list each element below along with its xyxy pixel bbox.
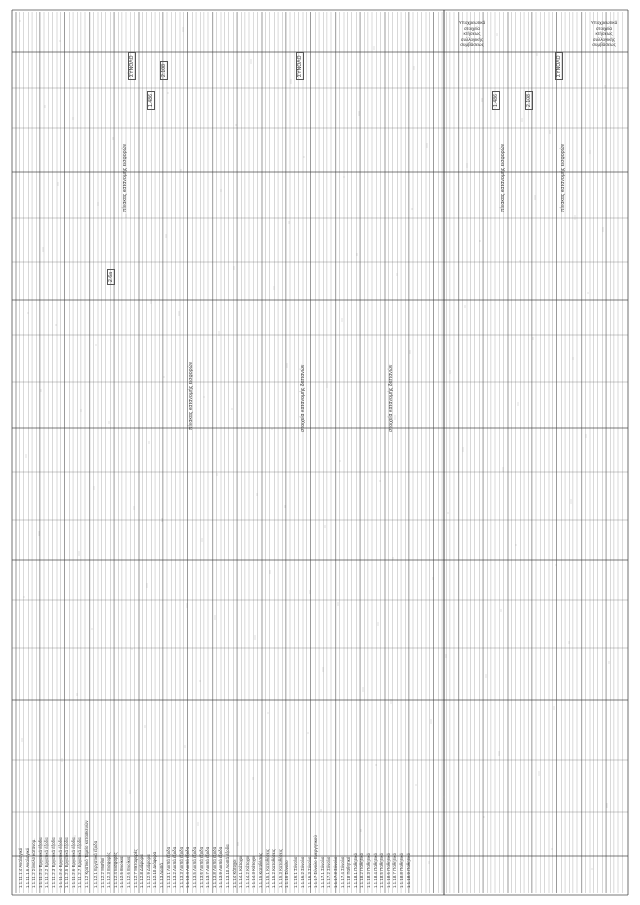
row-label: 1.1.13.8 Λοιπά έξοδα [211,846,217,888]
row-label: 1.1.16.3 Σύνολο [306,856,312,888]
row-label: 1.1.12 Κρατικό Ταμείο κατασκευών [84,820,89,888]
row-label: 1.1.16.2 Σύνολο [300,856,305,888]
row-label: 1.1.18.8 Παθητικό [399,852,404,888]
column-note: στοιχεία κατανομής δαπανών [300,364,306,432]
row-label: 1.1.15.2 Καταθέσεις [271,849,277,888]
row-label: 1.1.16.1 Σύνολο [293,856,299,888]
boxed-entry: 1.486 [492,91,500,110]
row-label: 1.1.18.7 Παθητικό [392,852,398,888]
column-note: πίνακας κατανομής εισφορών [560,143,566,212]
row-label: 1.1.11.2.6 Εργατικά έξοδα [70,837,76,888]
row-label: 1.1.15 Καταθέσεις [258,852,263,888]
row-label: 1.1.11.2.7 Εργατικά έξοδα [77,837,83,888]
row-label: 1.1.12.2 Μισθοί [99,857,105,888]
column-note: στοιχεία κατανομής δαπανών [388,364,394,432]
row-label: 1.1.11.2.3 Εργατικά έξοδα [51,837,56,888]
row-label: 1.1.12.8 Διάφορα [139,854,145,888]
row-label: 1.1.11.2 Σύνολο κατανομ. [31,838,37,888]
row-label: 1.1.13.2 Λοιπά έξοδα [172,846,178,888]
row-label: 1.1.13.7 Λοιπά έξοδα [205,846,211,888]
row-label: 1.1.14.2 Κάτοχοι [244,855,250,888]
boxed-entry: ΣΥΝΟΛΟ [128,52,136,80]
row-label: 1.1.18 Παθητικό [346,856,352,888]
boxed-entry: ΣΥΝΟΛΟ [296,52,304,80]
row-label: 1.1.18.6 Παθητικό [385,852,391,888]
row-label: 1.1.13.5 Λοιπά έξοδα [192,846,197,888]
header-block-mid: Υποχρεωτικά στοιχεία κτήσεως συλλογικής συμβάσεως [458,20,486,47]
row-label: 1.1.18.5 Παθητικό [379,852,385,888]
row-label: 1.1.17.3 Σύνολο [333,856,338,888]
row-label: 1.1.14.3 Κάτοχοι [251,855,257,888]
row-label: 1.1.18.9 Παθητικό [405,852,411,888]
row-label: 1.1.13.4 Λοιπά έξοδα [185,846,191,888]
row-label: 1.1.13.10 Λοιπά έξοδα [225,844,230,888]
column-note: πίνακας κατανομής εισφορών [188,361,194,430]
row-label: 1.1.12.6 Ενοίκια [126,856,131,888]
row-label: 1.1.17.1 Σύνολο [319,856,325,888]
row-label: 1.1.12.5 Ενοίκια [119,856,125,888]
row-label: 1.1.13 Λοιπά [159,862,164,888]
column-note: πίνακας κατανομής εισφορών [122,143,128,212]
row-label: 1.1.15.1 Καταθέσεις [264,849,270,888]
boxed-entry: 2.108 [525,91,533,110]
row-label: 1.1.13.1 Λοιπά έξοδα [165,846,171,888]
row-label: 1.1.11.2.2 Εργατικά έξοδα [44,837,50,888]
boxed-entry: 1.486 [147,91,155,110]
row-label: 1.1.11.2.1 Εργατικά έξοδα [37,837,43,888]
row-label: 1.1.17.2 Σύνολο [326,856,332,888]
row-label: 1.1.18.3 Παθητικό [366,852,371,888]
row-label: 1.1.15.3 Καταθέσεις [277,849,283,888]
row-label: 1.1.11.2.4 Εργατικά έξοδα [57,837,63,888]
row-label: 1.1.18.2 Παθητικό [359,852,365,888]
row-label: 1.1.16 Σύνολο [284,860,290,888]
boxed-entry: 2.108 [160,61,168,80]
row-label: 1.1.14.1 Κάτοχοι [238,855,244,888]
row-label: 1.1.11.1.6 Αναλογικό [24,847,30,888]
row-label: 1.1.11.1.4 Αναλογικό [18,847,23,888]
boxed-entry: ΣΥΝΟΛΟ [555,52,563,80]
row-label: 1.1.12.10 Διάφορα [152,851,158,888]
row-label: 1.1.13.9 Λοιπά έξοδα [218,846,224,888]
header-block-top: Υποχρεωτικά στοιχεία κτήσεως συλλογικής συμβάσεως [590,20,618,47]
row-label: 1.1.18.4 Παθητικό [372,852,378,888]
row-label: 1.1.12.1 Εργατικά έξοδα [93,840,98,888]
row-label: 1.1.14 Κάτοχοι [231,859,237,888]
row-label: 1.1.12.3 Εισφορές [106,852,112,888]
row-label: 1.1.17.4 Σύνολο [339,856,345,888]
row-label: 1.1.12.9 Διάφορα [145,854,151,888]
row-label: 1.1.12.7 Μεταφορές [132,849,138,888]
boxed-entry: 2.6a [107,269,115,285]
column-note: πίνακας κατανομής εισφορών [500,143,506,212]
row-label: 1.1.11.2.5 Εργατικά έξοδα [64,837,70,888]
row-label: 1.1.18.1 Παθητικό [352,852,358,888]
row-label: 1.1.17 Σύνολο Ενεργητικού [313,835,319,888]
row-label: 1.1.12.4 Εισφορές [112,852,118,888]
row-label: 1.1.13.6 Λοιπά έξοδα [198,846,204,888]
row-label: 1.1.13.3 Λοιπά έξοδα [178,846,184,888]
